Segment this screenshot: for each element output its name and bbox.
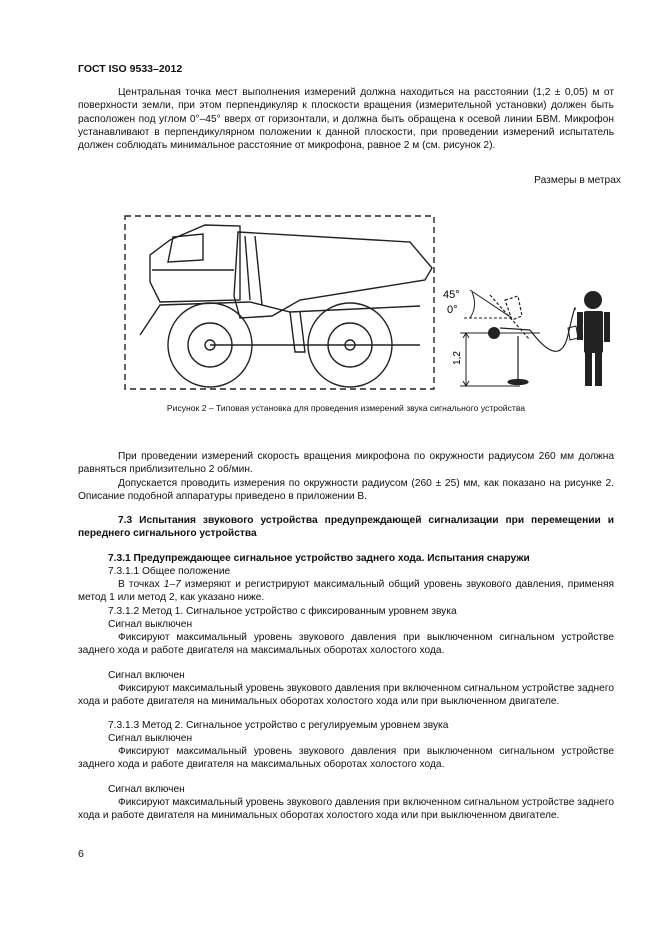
- intro-paragraph: Центральная точка мест выполнения измерений должна находиться на расстоянии (1,2 ± 0,05) м от поверхности земли, при этом перпендикуляр к плоскости вращения (измерительной установки) должен быть расположен под углом 0°–45° вверх от горизонтали, и должна быть обращена к осевой линии БВМ. Микрофон устанавливают в перпендикулярном положении к данной плоскости, при проведении измерений испытатель должен соблюдать минимальное расстояние от микрофона, равное 2 м (см. рисунок 2).: [78, 87, 614, 152]
- figure-caption: Рисунок 2 – Типовая установка для проведения измерений звука сигнального устройства: [166, 403, 526, 413]
- height-dimension: [460, 333, 520, 386]
- method-2-on-text: Фиксируют максимальный уровень звукового давления при включенном сигнальном устройстве заднего хода и работе двигателя на минимальных оборотах холостого хода или при выключенном двигателе.: [78, 797, 614, 822]
- angle-45-label: 45°: [443, 289, 460, 301]
- angle-0-label: 0°: [447, 304, 458, 316]
- method-1-off-text: Фиксируют максимальный уровень звукового давления при выключенном сигнальном устройстве заднего хода и работе двигателя на максимальных оборотах холостого хода.: [78, 632, 614, 657]
- method-2-title: 7.3.1.3 Метод 2. Сигнальное устройство с регулируемым уровнем звука: [108, 720, 449, 731]
- section-7-3-1-heading: 7.3.1 Предупреждающее сигнальное устройство заднего хода. Испытания снаружи: [108, 553, 530, 564]
- section-7-3-1-1-text: В точках 1–7 измеряют и регистрируют максимальный общий уровень звукового давления, применяя метод 1 или метод 2, как указано ниже.: [78, 579, 615, 604]
- microphone-stand: [490, 295, 575, 385]
- dump-truck-drawing: [140, 225, 432, 387]
- method-1-off-label: Сигнал выключен: [108, 619, 193, 630]
- section-7-3-1-1-title: 7.3.1.1 Общее положение: [108, 566, 231, 577]
- method-2-off-label: Сигнал выключен: [108, 733, 193, 744]
- units-note: Размеры в метрах: [534, 175, 621, 186]
- speed-paragraph: При проведении измерений скорость вращения микрофона по окружности радиусом 260 мм должна равняться приблизительно 2 об/мин.: [78, 451, 614, 476]
- height-label: 1,2: [452, 351, 463, 365]
- allowance-paragraph: Допускается проводить измерения по окружности радиусом (260 ± 25) мм, как показано на рисунке 2. Описание подобной аппаратуры приведено в приложении В.: [78, 478, 614, 503]
- method-1-on-label: Сигнал включен: [108, 670, 185, 681]
- document-header: ГОСТ ISO 9533–2012: [78, 63, 183, 75]
- section-7-3-heading: 7.3 Испытания звукового устройства предупреждающей сигнализации при перемещении и переднего сигнального устройства: [78, 515, 614, 540]
- method-1-title: 7.3.1.2 Метод 1. Сигнальное устройство с фиксированным уровнем звука: [108, 606, 457, 617]
- page-number: 6: [78, 848, 84, 860]
- operator-figure: [577, 291, 610, 386]
- method-2-off-text: Фиксируют максимальный уровень звукового давления при выключенном сигнальном устройстве заднего хода и работе двигателя на максимальных оборотах холостого хода.: [78, 746, 614, 771]
- remote-control-icon: [568, 326, 578, 340]
- method-2-on-label: Сигнал включен: [108, 784, 185, 795]
- method-1-on-text: Фиксируют максимальный уровень звукового давления при включенном сигнальном устройстве заднего хода и работе двигателя на минимальных оборотах холостого хода или при выключенном двигателе.: [78, 683, 614, 708]
- figure-2: [0, 205, 661, 400]
- microphone-icon: [488, 327, 500, 339]
- angle-lines: [462, 290, 540, 333]
